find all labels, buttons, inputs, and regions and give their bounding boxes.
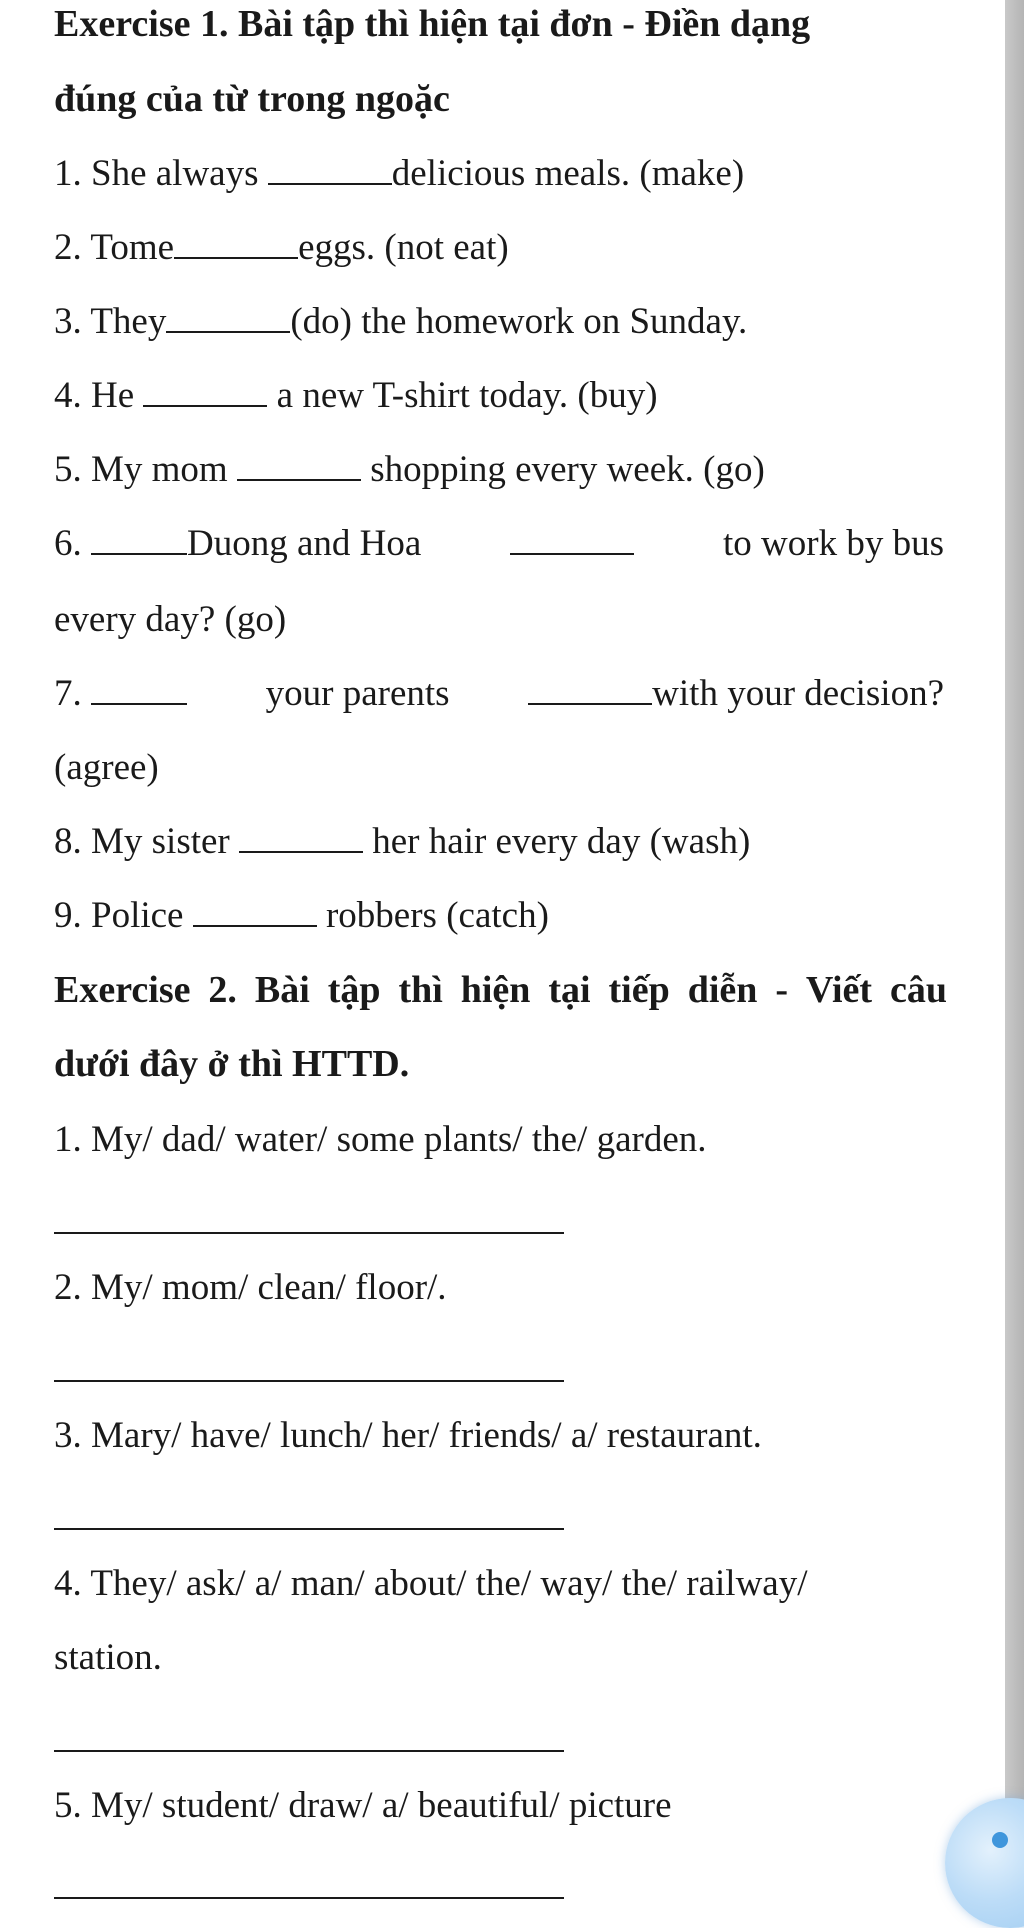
answer-blank[interactable]: [174, 251, 298, 259]
answer-blank[interactable]: [237, 473, 361, 481]
exercise1-question-3: 3. They (do) the homework on Sunday.: [54, 301, 748, 342]
exercise1-question-7-cont: (agree): [54, 747, 159, 788]
exercise1-question-7: 7. your parents with your decision?: [54, 673, 944, 714]
page-edge-shadow: [1005, 0, 1024, 1906]
exercise1-question-5: 5. My mom shopping every week. (go): [54, 449, 765, 490]
exercise2-item-2: 2. My/ mom/ clean/ floor/.: [54, 1267, 447, 1308]
exercise1-title-line2: đúng của từ trong ngoặc: [54, 78, 450, 120]
exercise2-item-4: 4. They/ ask/ a/ man/ about/ the/ way/ the/ railway/: [54, 1563, 808, 1604]
exercise1-question-6: 6. Duong and Hoa to work by bus: [54, 523, 944, 564]
answer-blank[interactable]: [143, 399, 267, 407]
answer-line[interactable]: [54, 1750, 564, 1752]
answer-line[interactable]: [54, 1897, 564, 1899]
answer-line[interactable]: [54, 1528, 564, 1530]
answer-blank[interactable]: [193, 919, 317, 927]
exercise2-item-5: 5. My/ student/ draw/ a/ beautiful/ picture: [54, 1785, 672, 1826]
answer-blank[interactable]: [166, 325, 290, 333]
answer-blank[interactable]: [91, 697, 187, 705]
answer-line[interactable]: [54, 1380, 564, 1382]
exercise1-title-line1: Exercise 1. Bài tập thì hiện tại đơn - Điền dạng: [54, 3, 811, 45]
exercise2-title-line2: dưới đây ở thì HTTD.: [54, 1043, 410, 1085]
exercise2-item-1: 1. My/ dad/ water/ some plants/ the/ garden.: [54, 1119, 707, 1160]
answer-blank[interactable]: [91, 547, 187, 555]
exercise1-question-6-cont: every day? (go): [54, 599, 287, 640]
answer-blank[interactable]: [510, 547, 634, 555]
answer-blank[interactable]: [268, 177, 392, 185]
exercise2-title-line1: Exercise 2. Bài tập thì hiện tại tiếp diễn - Viết câu: [54, 969, 947, 1011]
exercise1-question-2: 2. Tome eggs. (not eat): [54, 227, 509, 268]
exercise2-item-3: 3. Mary/ have/ lunch/ her/ friends/ a/ restaurant.: [54, 1415, 762, 1456]
exercise1-question-9: 9. Police robbers (catch): [54, 895, 549, 936]
answer-line[interactable]: [54, 1232, 564, 1234]
exercise2-item-4-cont: station.: [54, 1637, 162, 1678]
answer-blank[interactable]: [239, 845, 363, 853]
exercise1-question-8: 8. My sister her hair every day (wash): [54, 821, 751, 862]
exercise1-question-4: 4. He a new T-shirt today. (buy): [54, 375, 658, 416]
scroll-dot-icon: [992, 1832, 1008, 1848]
exercise1-question-1: 1. She always delicious meals. (make): [54, 153, 745, 194]
answer-blank[interactable]: [528, 697, 652, 705]
